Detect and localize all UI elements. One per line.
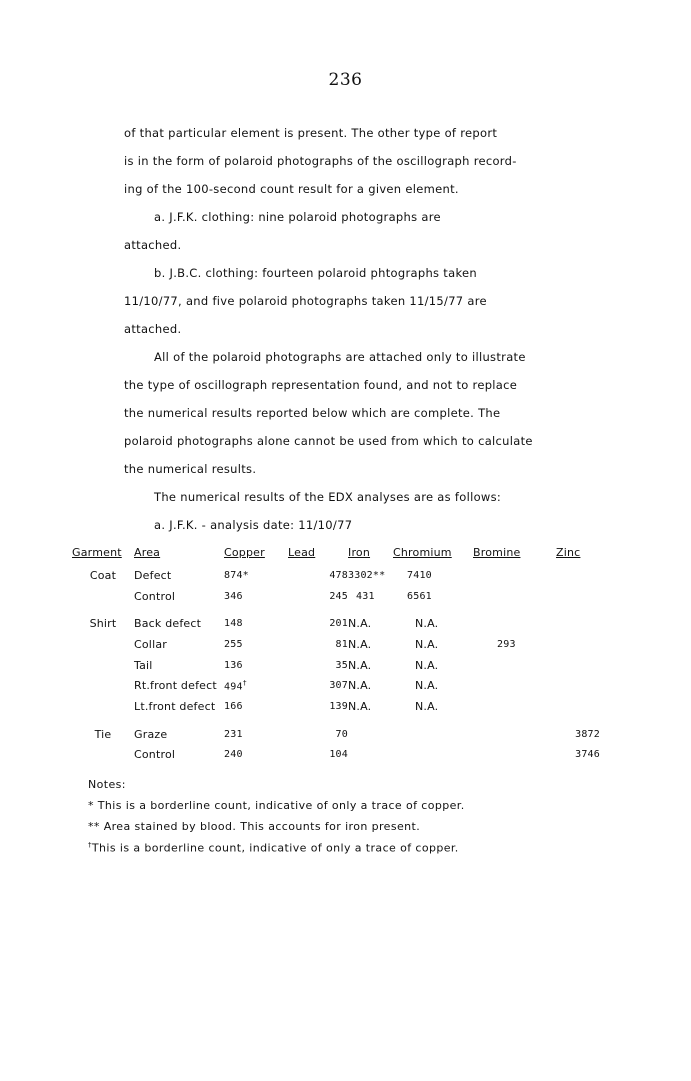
cell-garment: [72, 696, 134, 717]
cell-bromine: [473, 586, 556, 607]
cell-copper: 255: [224, 638, 243, 650]
table-row: [72, 696, 600, 717]
table-spacer: [72, 606, 600, 613]
cell-chromium: N.A.: [415, 658, 439, 672]
cell-chromium: 7410: [407, 569, 432, 581]
table-row: [72, 655, 600, 676]
copper-value: 494: [224, 681, 243, 693]
header-garment: Garment: [72, 545, 122, 559]
cell-chromium: [393, 724, 473, 745]
paragraph-line: the numerical results.: [124, 462, 257, 476]
cell-bromine: 293: [497, 638, 516, 650]
paragraph-line: is in the form of polaroid photographs of the oscillograph record-: [124, 154, 517, 168]
cell-bromine: [473, 724, 556, 745]
cell-garment: [72, 745, 134, 766]
cell-iron: 3302**: [348, 569, 386, 581]
cell-copper: 874*: [224, 569, 249, 581]
results-table: [72, 543, 600, 765]
dagger-mark: †: [88, 841, 92, 849]
cell-chromium: [393, 745, 473, 766]
paragraph-line: a. J.F.K. - analysis date: 11/10/77: [154, 518, 353, 532]
cell-garment: Tie: [94, 727, 112, 741]
cell-zinc: [556, 675, 600, 696]
cell-chromium: 6561: [407, 590, 432, 602]
table-row: [72, 745, 600, 766]
note-line: [88, 841, 465, 862]
paragraph-line: the numerical results reported below which are complete. The: [124, 406, 501, 420]
cell-lead: 70: [335, 728, 348, 740]
table-header-row: [72, 543, 600, 565]
paragraph-line: ing of the 100-second count result for a given element.: [124, 182, 459, 196]
header-copper: Copper: [224, 545, 265, 559]
cell-zinc: 3746: [575, 749, 600, 761]
cell-zinc: [556, 565, 600, 586]
cell-lead: 35: [335, 659, 348, 671]
page-number: 236: [328, 70, 363, 90]
cell-zinc: [556, 586, 600, 607]
cell-iron: N.A.: [348, 637, 372, 651]
table-row: [72, 634, 600, 655]
paragraph-line: The numerical results of the EDX analyses are as follows:: [154, 490, 502, 504]
notes-heading: Notes:: [88, 778, 126, 791]
header-iron: Iron: [348, 545, 371, 559]
table-row: [72, 586, 600, 607]
cell-lead: 201: [329, 618, 348, 630]
cell-garment: Shirt: [89, 617, 117, 631]
cell-area: Lt.front defect: [134, 699, 216, 713]
cell-bromine: [473, 696, 556, 717]
cell-area: Back defect: [134, 617, 202, 631]
paragraph-line: the type of oscillograph representation found, and not to replace: [124, 378, 518, 392]
cell-area: Graze: [134, 727, 168, 741]
cell-chromium: N.A.: [415, 617, 439, 631]
dagger-mark: †: [242, 679, 248, 688]
cell-lead: 478: [329, 569, 348, 581]
paragraph-line: a. J.F.K. clothing: nine polaroid photographs are: [154, 210, 441, 224]
cell-zinc: 3872: [575, 728, 600, 740]
cell-lead: 245: [329, 590, 348, 602]
cell-copper: 136: [224, 659, 243, 671]
cell-garment: [72, 586, 134, 607]
cell-garment: [72, 655, 134, 676]
paragraph-line: 11/10/77, and five polaroid photographs taken 11/15/77 are: [124, 294, 487, 308]
cell-copper: 346: [224, 590, 243, 602]
cell-zinc: [556, 613, 600, 634]
cell-area: Tail: [134, 658, 153, 672]
note-line: * This is a borderline count, indicative of only a trace of copper.: [88, 799, 465, 812]
table-spacer: [72, 717, 600, 724]
cell-iron: 431: [356, 590, 375, 602]
cell-iron: [348, 724, 393, 745]
cell-chromium: N.A.: [415, 637, 439, 651]
cell-zinc: [556, 655, 600, 676]
cell-zinc: [556, 634, 600, 655]
cell-iron: [348, 745, 393, 766]
paragraph-line: All of the polaroid photographs are attached only to illustrate: [154, 350, 526, 364]
cell-lead: 307: [329, 680, 348, 692]
cell-garment: Coat: [89, 568, 117, 582]
cell-bromine: [473, 613, 556, 634]
cell-copper: 166: [224, 700, 243, 712]
cell-iron: N.A.: [348, 617, 372, 631]
cell-iron: N.A.: [348, 658, 372, 672]
cell-lead: 139: [329, 700, 348, 712]
notes-section: [88, 778, 465, 862]
cell-chromium: N.A.: [415, 699, 439, 713]
cell-copper: 231: [224, 728, 243, 740]
cell-garment: [72, 675, 134, 696]
paragraph-line: b. J.B.C. clothing: fourteen polaroid phtographs taken: [154, 266, 477, 280]
header-area: Area: [134, 545, 161, 559]
table-row: [72, 675, 600, 696]
cell-iron: N.A.: [348, 679, 372, 693]
paragraph-line: of that particular element is present. The other type of report: [124, 126, 498, 140]
table-row: [72, 565, 600, 586]
cell-zinc: [556, 696, 600, 717]
paragraph-line: attached.: [124, 322, 182, 336]
cell-chromium: N.A.: [415, 679, 439, 693]
cell-area: Control: [134, 589, 176, 603]
note-line: ** Area stained by blood. This accounts for iron present.: [88, 820, 421, 833]
table-row: [72, 724, 600, 745]
cell-copper: 148: [224, 618, 243, 630]
cell-iron: N.A.: [348, 699, 372, 713]
cell-copper: 240: [224, 749, 243, 761]
cell-bromine: [473, 675, 556, 696]
cell-lead: 81: [335, 638, 348, 650]
cell-bromine: [473, 565, 556, 586]
cell-area: Collar: [134, 637, 167, 651]
paragraph-line: attached.: [124, 238, 182, 252]
header-chromium: Chromium: [393, 545, 452, 559]
paragraph-line: polaroid photographs alone cannot be used from which to calculate: [124, 434, 533, 448]
cell-copper: [224, 675, 288, 696]
header-lead: Lead: [288, 545, 316, 559]
cell-area: Control: [134, 748, 176, 762]
cell-bromine: [473, 745, 556, 766]
cell-garment: [72, 634, 134, 655]
cell-area: Defect: [134, 568, 172, 582]
header-zinc: Zinc: [556, 545, 581, 559]
note-text: This is a borderline count, indicative of only a trace of copper.: [91, 841, 459, 855]
cell-bromine: [473, 655, 556, 676]
cell-lead: 104: [329, 749, 348, 761]
cell-area: Rt.front defect: [134, 679, 217, 693]
header-bromine: Bromine: [473, 545, 521, 559]
table-row: [72, 613, 600, 634]
